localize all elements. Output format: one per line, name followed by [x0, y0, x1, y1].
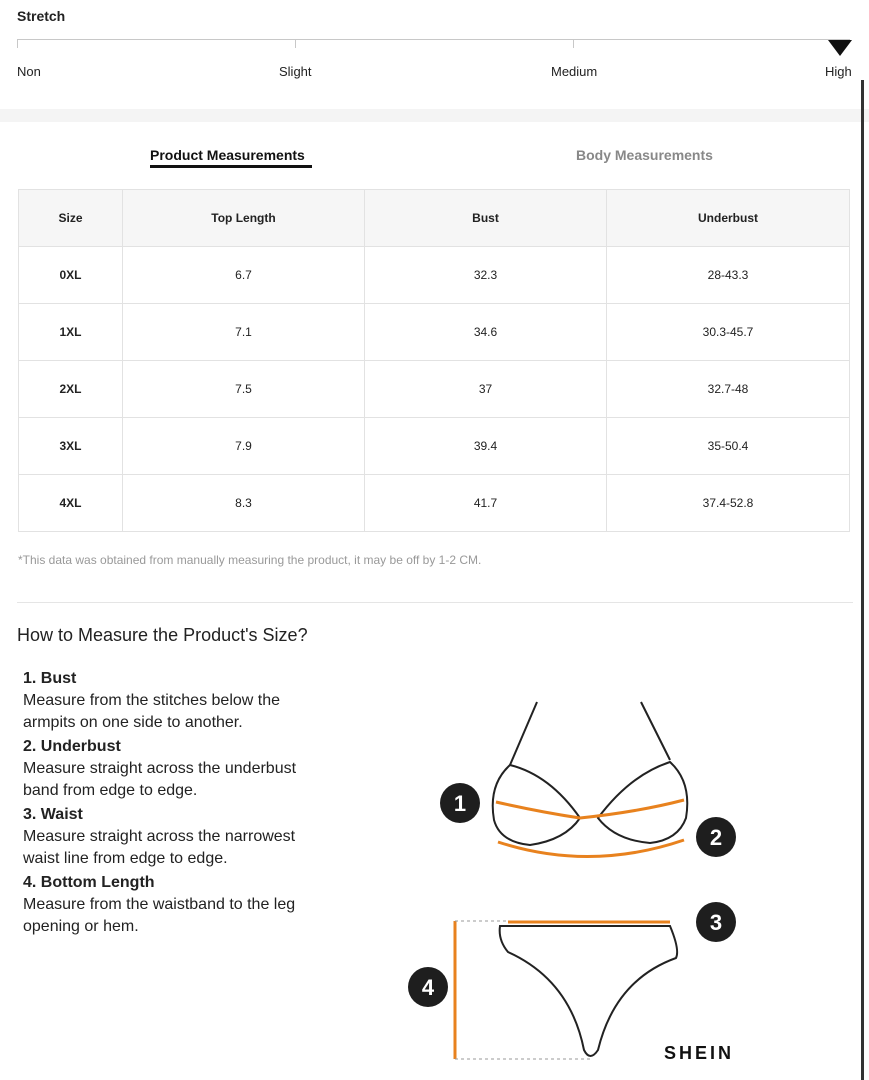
measure-steps [23, 666, 313, 940]
bust-cell: 41.7 [365, 475, 607, 532]
stretch-label-slight: Slight [279, 64, 312, 79]
marker-2 [696, 817, 736, 857]
section-separator [0, 109, 869, 122]
bust-cell: 34.6 [365, 304, 607, 361]
marker-3 [696, 902, 736, 942]
marker-4-label: 4 [421, 975, 435, 1000]
step-underbust-title: 2. Underbust [23, 738, 121, 755]
stretch-label-non: Non [17, 64, 41, 79]
header-top-length: Top Length [123, 190, 365, 247]
active-tab-underline [150, 165, 312, 168]
table-row [19, 475, 850, 532]
underbust-cell: 35-50.4 [607, 418, 850, 475]
marker-4 [408, 967, 448, 1007]
table-row [19, 361, 850, 418]
marker-1 [440, 783, 480, 823]
size-cell: 4XL [19, 475, 123, 532]
measurement-diagram [400, 690, 750, 1070]
header-size: Size [19, 190, 123, 247]
marker-2-label: 2 [709, 825, 723, 850]
step-underbust-desc: Measure straight across the underbust band from edge to edge. [23, 760, 297, 799]
stretch-tick-slight [295, 39, 296, 48]
table-row [19, 418, 850, 475]
measurement-disclaimer: *This data was obtained from manually measuring the product, it may be off by 1-2 CM. [18, 553, 482, 567]
divider [17, 602, 853, 603]
stretch-tick-medium [573, 39, 574, 48]
size-cell: 1XL [19, 304, 123, 361]
bust-cell: 32.3 [365, 247, 607, 304]
stretch-scale-line [17, 39, 850, 40]
size-cell: 3XL [19, 418, 123, 475]
table-row [19, 247, 850, 304]
top-length-cell: 6.7 [123, 247, 365, 304]
step-bust-desc: Measure from the stitches below the armpits on one side to another. [23, 692, 281, 731]
marker-1-label: 1 [453, 791, 467, 816]
bust-cell: 37 [365, 361, 607, 418]
how-to-measure-heading: How to Measure the Product's Size? [17, 625, 308, 645]
step-bottom-length-desc: Measure from the waistband to the leg opening or hem. [23, 896, 296, 935]
stretch-title: Stretch [17, 8, 66, 24]
stretch-tick-non [17, 39, 18, 48]
step-waist-title: 3. Waist [23, 806, 83, 823]
underbust-cell: 37.4-52.8 [607, 475, 850, 532]
underbust-cell: 30.3-45.7 [607, 304, 850, 361]
stretch-label-medium: Medium [551, 64, 598, 79]
stretch-selected-indicator-icon [828, 40, 852, 56]
top-length-cell: 7.9 [123, 418, 365, 475]
header-bust: Bust [365, 190, 607, 247]
step-bottom-length-title: 4. Bottom Length [23, 874, 155, 891]
underbust-cell: 28-43.3 [607, 247, 850, 304]
scrollbar[interactable] [861, 80, 864, 1080]
top-length-cell: 7.1 [123, 304, 365, 361]
top-length-cell: 8.3 [123, 475, 365, 532]
tab-product-measurements[interactable]: Product Measurements [150, 147, 305, 163]
size-cell: 0XL [19, 247, 123, 304]
stretch-label-high: High [825, 64, 852, 79]
marker-3-label: 3 [709, 910, 723, 935]
left-strap [510, 702, 537, 765]
right-strap [641, 702, 670, 760]
table-header-row [19, 190, 850, 247]
step-bust-title: 1. Bust [23, 670, 77, 687]
header-underbust: Underbust [607, 190, 850, 247]
bust-cell: 39.4 [365, 418, 607, 475]
bikini-bottom [500, 926, 677, 1056]
brand-logo: SHEIN [664, 1043, 735, 1063]
size-cell: 2XL [19, 361, 123, 418]
top-length-cell: 7.5 [123, 361, 365, 418]
underbust-cell: 32.7-48 [607, 361, 850, 418]
tab-body-measurements[interactable]: Body Measurements [576, 147, 713, 163]
step-waist-desc: Measure straight across the narrowest waist line from edge to edge. [23, 828, 296, 867]
size-table [18, 189, 850, 532]
table-row [19, 304, 850, 361]
